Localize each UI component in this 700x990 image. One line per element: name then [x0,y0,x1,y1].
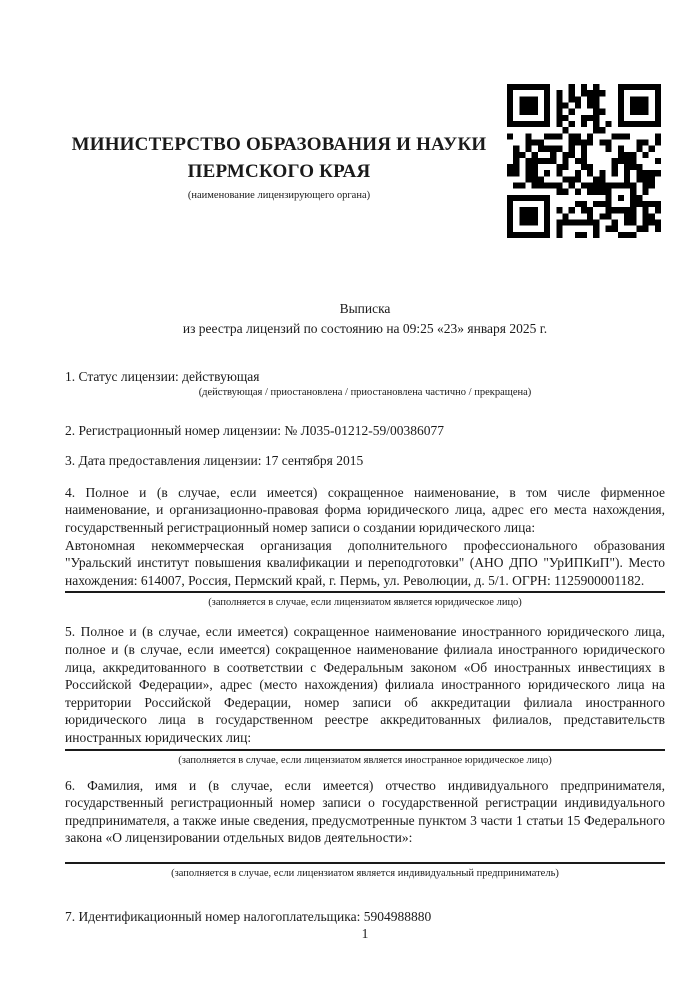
license-status-options-note: (действующая / приостановлена / приостановлена частично / прекращена) [198,386,532,398]
legal-entity-clause: 4. Полное и (в случае, если имеется) сокращенное наименование, в том числе фирменное наименование, и организационно-правовая форма юридического лица, адрес его места нахождения, государственный регистрационный номер записи о создании юридического лица: [65,484,665,535]
qr-code-image [507,84,661,238]
foreign-entity-caption: (заполняется в случае, если лицензиатом является иностранное юридическое лицо) [178,754,552,766]
document-title-line1: Выписка [339,301,391,316]
document-title-line2: из реестра лицензий по состоянию на 09:25 «23» января 2025 г. [182,321,548,336]
entrepreneur-fill-line [65,862,665,864]
authority-name-note: (наименование лицензирующего органа) [187,190,371,201]
licensing-authority-header [65,131,493,202]
item-grant-date: 3. Дата предоставления лицензии: 17 сентября 2015 [65,453,364,469]
item-taxpayer-number: 7. Идентификационный номер налогоплательщика: 5904988880 [65,908,432,924]
item-registration-number: 2. Регистрационный номер лицензии: № Л035-01212-59/00386077 [65,422,445,438]
authority-name-line1: МИНИСТЕРСТВО ОБРАЗОВАНИЯ И НАУКИ [71,134,487,155]
item-foreign-entity [65,623,665,766]
legal-entity-caption: (заполняется в случае, если лицензиатом является юридическое лицо) [208,597,522,609]
item-license-status [65,368,665,399]
foreign-entity-fill-line [65,749,665,751]
authority-name-line2: ПЕРМСКОГО КРАЯ [187,161,371,182]
item-legal-entity [65,484,665,610]
entrepreneur-clause: 6. Фамилия, имя и (в случае, если имеется) отчество индивидуального предпринимателя, государственный регистрационный номер записи о государственной регистрации индивидуального предпринимателя, а также иные сведения, предусмотренные пунктом 3 части 1 статьи 15 Федерального закона «О лицензировании отдельных видов деятельности»: [65,777,665,846]
foreign-entity-clause: 5. Полное и (в случае, если имеется) сокращенное наименование иностранного юридического лица, полное и (в случае, если имеется) сокращенное наименование филиала иностранного юридического лица, аккредитованного в соответствии с Федеральным законом «Об иностранных инвестициях в Российской Федерации», адрес (место нахождения) филиала иностранного юридического лица на территории Российской Федерации, номер записи об аккредитации филиала иностранного юридического лица в государственном реестре аккредитованных филиалов, представительств иностранных юридических лиц: [65,624,665,745]
document-title [65,299,665,339]
license-details [65,368,665,925]
entrepreneur-caption: (заполняется в случае, если лицензиатом является индивидуальный предприниматель) [171,867,559,879]
item-individual-entrepreneur [65,777,665,880]
legal-entity-value: Автономная некоммерческая организация дополнительного профессионального образования "Уральский институт повышения квалификации и переподготовки" (АНО ДПО "УрИПКиП"). Место нахождения: 614007, Россия, Пермский край, г. Пермь, ул. Революции, д. 5/1. ОГРН: 1125900001182. [65,537,665,588]
page-number: 1 [361,926,369,941]
legal-entity-fill-line [65,591,665,593]
qr-code [507,84,661,238]
license-status-text: 1. Статус лицензии: действующая [65,369,260,384]
